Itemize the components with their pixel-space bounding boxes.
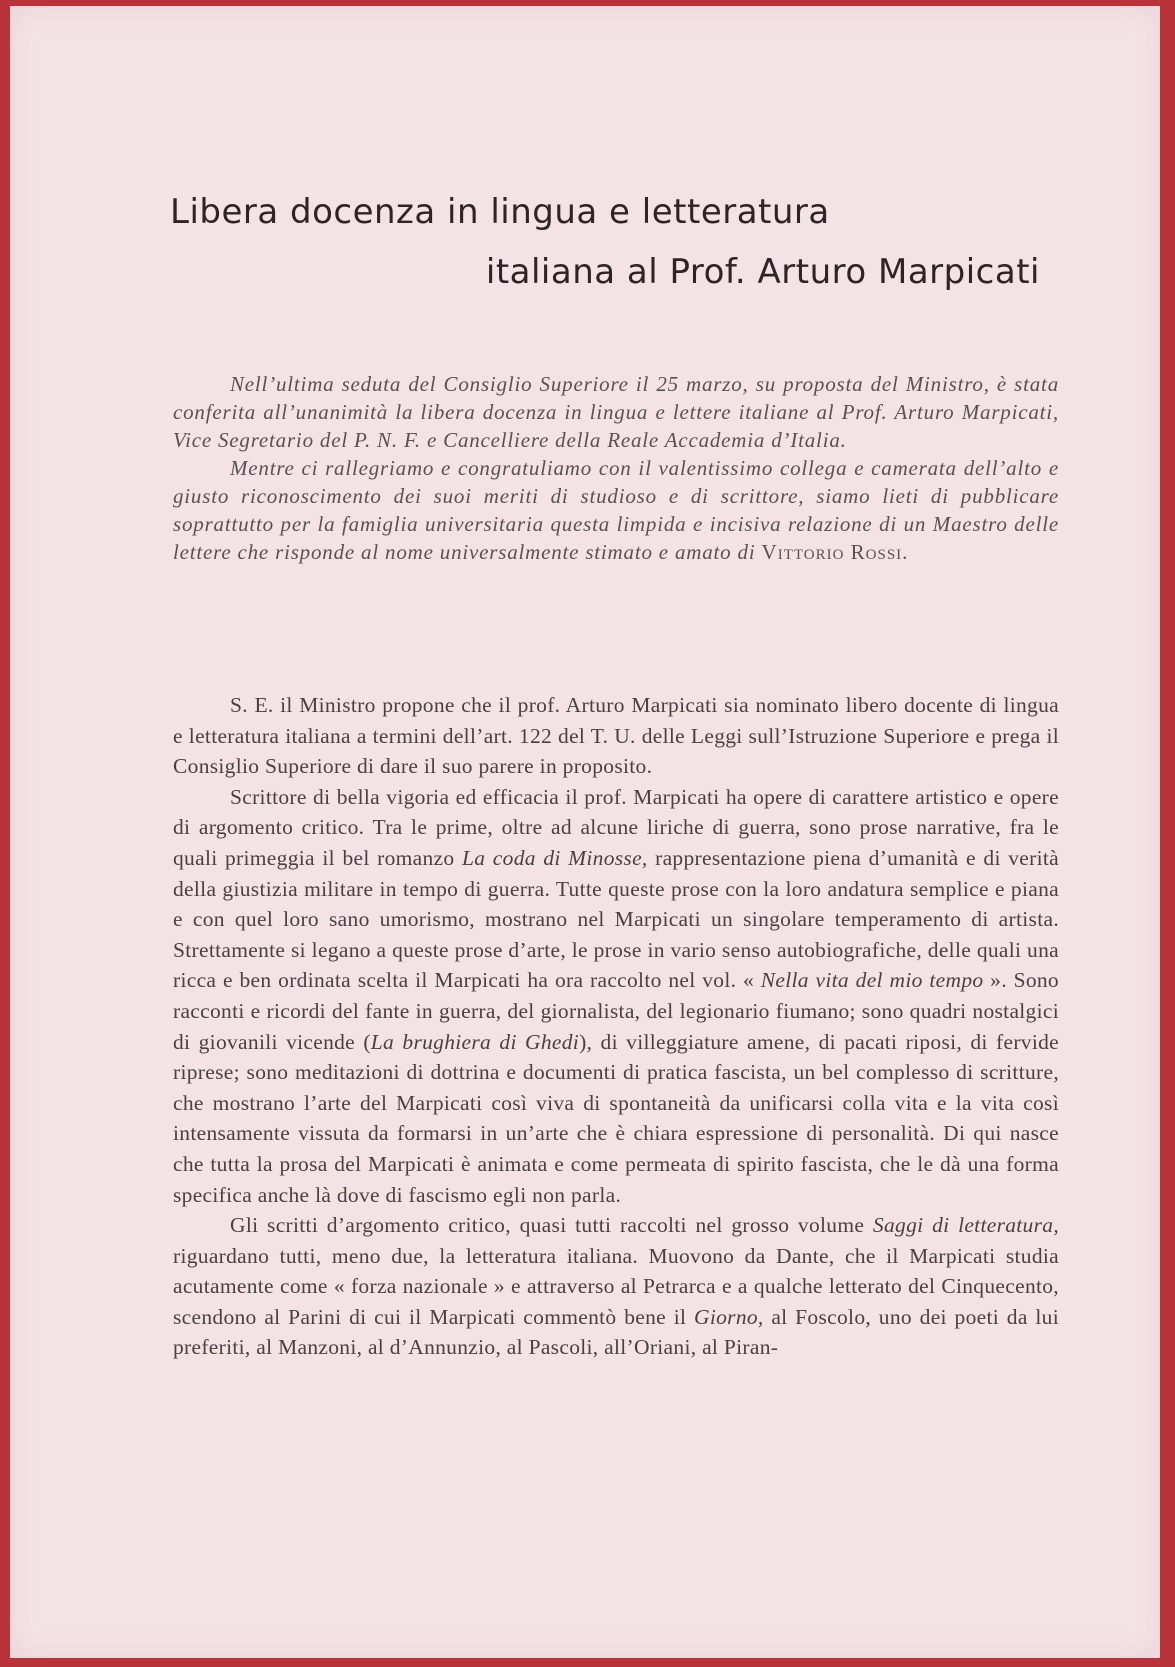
body-p3-part-a: Gli scritti d’argomento critico, quasi tutti raccolti nel grosso volume [230, 1213, 865, 1238]
intro-section [173, 370, 1059, 566]
body-paragraph-2 [173, 782, 1059, 1210]
book-title-coda-di-minosse: La coda di Minosse, [461, 845, 648, 870]
intro-paragraph-2 [173, 454, 1059, 566]
intro-paragraph-1: Nell’ultima seduta del Consiglio Superiore il 25 marzo, su proposta del Ministro, è stata conferita all’unanimità la libera docenza in lingua e lettere italiane al Prof. Arturo Marpicati, Vice Segretario del P. N. F. e Cancelliere della Reale Accademia d’Italia. [173, 372, 1059, 452]
author-name: Vittorio Rossi. [761, 540, 909, 564]
book-title-nella-vita: Nella vita del mio tempo [760, 968, 984, 993]
title-line-2: italiana al Prof. Arturo Marpicati [485, 252, 1040, 292]
body-paragraph-3 [173, 1210, 1059, 1363]
book-title-giorno: Giorno, [694, 1304, 764, 1329]
body-p2-part-a: Scrittore di bella vigoria ed efficacia il prof. Marpicati ha opere di carattere artistico e opere di argomento critico. Tra le prime, oltre ad alcune liriche di guerra, sono prose narrative, fra le quali primeggia il bel romanzo [173, 784, 1059, 870]
book-title-brughiera: La brughiera di Ghedi [370, 1029, 580, 1054]
body-paragraph-1: S. E. il Ministro propone che il prof. Arturo Marpicati sia nominato libero docente di lingua e letteratura italiana a termini dell’art. 122 del T. U. delle Leggi sull’Istruzione Superiore e prega il Consiglio Superiore di dare il suo parere in proposito. [173, 693, 1059, 779]
intro-paragraph-2-text: Mentre ci rallegriamo e congratuliamo con il valentissimo collega e camerata dell’alto e giusto riconoscimento dei suoi meriti di studioso e di scrittore, siamo lieti di pubblicare soprattutto per la famiglia universitaria questa limpida e incisiva relazione di un Maestro delle lettere che risponde al nome universalmente stimato e amato di [173, 456, 1059, 564]
report-body [173, 690, 1059, 1363]
title-line-1: Libera docenza in lingua e letteratura [170, 192, 830, 232]
body-p2-part-c: ». Sono racconti e ricordi del fante in guerra, del giornalista, del legionario fiumano; sono quadri nostalgici di giovanili vicende ( [173, 968, 1059, 1054]
book-title-saggi: Saggi di letteratura, [872, 1213, 1060, 1238]
article-title [170, 192, 1050, 292]
body-p3-part-b: riguardano tutti, meno due, la letteratura italiana. Muovono da Dante, che il Marpicati studia acutamente come « forza nazionale » e attraverso al Petrarca e a qualche letterato del Cinquecento, scendono al Parini di cui il Marpicati commentò bene il [173, 1243, 1059, 1329]
body-p2-part-d: ), di villeggiature amene, di pacati riposi, di fervide riprese; sono meditazioni di dottrina e documenti di pratica fascista, un bel complesso di scritture, che mostrano l’arte del Marpicati così viva di spontaneità da unificarsi colla vita e la vita così intensamente vissuta da formarsi in un’arte che è chiara espressione di personalità. Di qui nasce che tutta la prosa del Marpicati è animata e come permeata di spirito fascista, che le dà una forma specifica anche là dove di fascismo egli non parla. [173, 1029, 1059, 1207]
body-p3-part-c: al Foscolo, uno dei poeti da lui preferiti, al Manzoni, al d’Annunzio, al Pascoli, all’Oriani, al Piran- [173, 1304, 1059, 1360]
body-p2-part-b: rappresentazione piena d’umanità e di verità della giustizia militare in tempo di guerra. Tutte queste prose con la loro andatura semplice e piana e con quel loro sano umorismo, mostrano nel Marpicati un singolare temperamento di artista. Strettamente si legano a queste prose d’arte, le prose in vario senso autobiografiche, delle quali una ricca e ben ordinata scelta il Marpicati ha ora raccolto nel vol. « [173, 845, 1059, 993]
